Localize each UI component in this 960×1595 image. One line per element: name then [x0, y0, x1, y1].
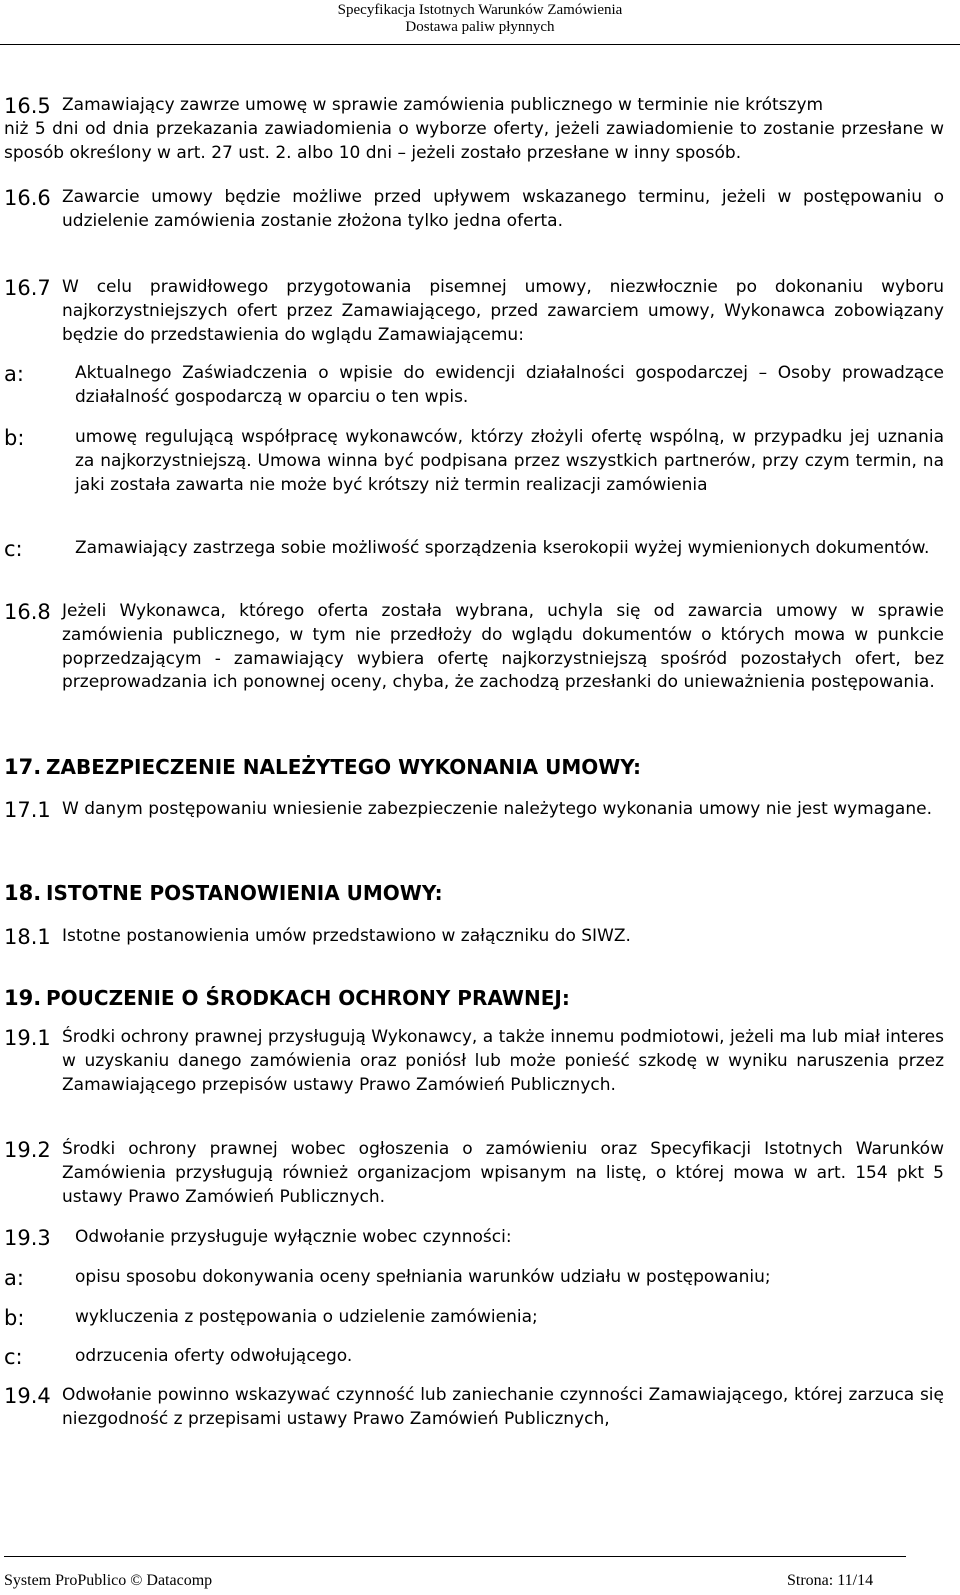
section-number: 19.3 — [4, 1226, 51, 1250]
header-subtitle: Dostawa paliw płynnych — [405, 19, 555, 35]
section-number: 16.6 — [4, 186, 51, 210]
section-number: 16.7 — [4, 276, 51, 300]
footer-page-number: Strona: 11/14 — [787, 1572, 874, 1589]
item-text: Aktualnego Zaświadczenia o wpisie do ewidencji działalności gospodarczej – Osoby prowadzące działalność gospodarczą w oparciu o ten wpis. — [75, 363, 944, 407]
item-letter: c: — [4, 537, 23, 561]
section-text: Środki ochrony prawnej przysługują Wykonawcy, a także innemu podmiotowi, jeżeli ma lub miał interes w uzyskaniu danego zamówienia oraz poniósł lub może ponieść szkodę w wyniku naruszenia przez Zamawiającego przepisów ustawy Prawo Zamówień Publicznych. — [62, 1027, 944, 1095]
footer-system-name: System ProPublico © Datacomp — [4, 1572, 213, 1589]
section-number: 19.1 — [4, 1026, 51, 1050]
item-text: umowę regulującą współpracę wykonawców, którzy złożyli ofertę wspólną, w przypadku jej uznania za najkorzystniejszą. Umowa winna być podpisana przez wszystkich partnerów, przy czym termin, na jaki została zawarta nie może być krótszy niż termin realizacji zamówienia — [75, 427, 944, 495]
header-divider — [0, 44, 960, 45]
section-text: Zawarcie umowy będzie możliwe przed upływem wskazanego terminu, jeżeli w postępowaniu o udzielenie zamówienia zostanie złożona tylko jedna oferta. — [62, 187, 944, 231]
section-text-first-line: Zamawiający zawrze umowę w sprawie zamówienia publicznego w terminie nie krótszym — [62, 95, 824, 115]
item-letter: c: — [4, 1345, 23, 1369]
item-text: Zamawiający zastrzega sobie możliwość sporządzenia kserokopii wyżej wymienionych dokumentów. — [75, 538, 930, 558]
heading-number: 19. — [4, 986, 42, 1010]
item-letter: a: — [4, 362, 24, 386]
document-header — [0, 2, 960, 36]
section-number: 19.2 — [4, 1138, 51, 1162]
section-text: niż 5 dni od dnia przekazania zawiadomienia o wyborze oferty, jeżeli zawiadomienie to zostanie przesłane w sposób określony w art. 27 ust. 2. albo 10 dni – jeżeli zostało przesłane w inny sposób. — [4, 119, 944, 163]
footer-divider — [4, 1556, 906, 1557]
section-number: 19.4 — [4, 1384, 51, 1408]
section-text: Odwołanie przysługuje wyłącznie wobec czynności: — [75, 1227, 512, 1247]
section-text: Odwołanie powinno wskazywać czynność lub zaniechanie czynności Zamawiającego, której zarzuca się niezgodność z przepisami ustawy Prawo Zamówień Publicznych, — [62, 1385, 944, 1429]
section-text: Środki ochrony prawnej wobec ogłoszenia o zamówieniu oraz Specyfikacji Istotnych Warunków Zamówienia przysługują również organizacjom wpisanym na listę, o której mowa w art. 154 pkt 5 ustawy Prawo Zamówień Publicznych. — [62, 1139, 944, 1207]
heading-number: 17. — [4, 755, 42, 779]
section-text: Istotne postanowienia umów przedstawiono w załączniku do SIWZ. — [62, 926, 631, 946]
heading-title: ISTOTNE POSTANOWIENIA UMOWY: — [46, 881, 443, 905]
section-text: W danym postępowaniu wniesienie zabezpieczenie należytego wykonania umowy nie jest wymagane. — [62, 799, 932, 819]
item-text: odrzucenia oferty odwołującego. — [75, 1346, 353, 1366]
heading-number: 18. — [4, 881, 42, 905]
header-title: Specyfikacja Istotnych Warunków Zamówienia — [337, 2, 623, 18]
heading-title: ZABEZPIECZENIE NALEŻYTEGO WYKONANIA UMOWY: — [46, 755, 642, 779]
item-letter: a: — [4, 1266, 24, 1290]
section-number: 17.1 — [4, 798, 51, 822]
section-text: Jeżeli Wykonawca, którego oferta została wybrana, uchyla się od zawarcia umowy w sprawie zamówienia publicznego, w tym nie przedłoży do wglądu dokumentów o których mowa w punkcie poprzedzającym - zamawiający wybiera ofertę najkorzystniejszą spośród pozostałych ofert, bez przeprowadzania ich ponownej oceny, chyba, że zachodzą przesłanki do unieważnienia postępowania. — [62, 601, 944, 693]
item-text: opisu sposobu dokonywania oceny spełniania warunków udziału w postępowaniu; — [75, 1267, 771, 1287]
item-letter: b: — [4, 1306, 25, 1330]
section-number: 16.8 — [4, 600, 51, 624]
item-letter: b: — [4, 426, 25, 450]
section-number: 16.5 — [4, 94, 51, 118]
item-text: wykluczenia z postępowania o udzielenie zamówienia; — [75, 1307, 538, 1327]
section-number: 18.1 — [4, 925, 51, 949]
section-text: W celu prawidłowego przygotowania pisemnej umowy, niezwłocznie po dokonaniu wyboru najkorzystniejszych ofert przez Zamawiającego, przed zawarciem umowy, Wykonawca zobowiązany będzie do przedstawienia do wglądu Zamawiającemu: — [62, 277, 944, 345]
heading-title: POUCZENIE O ŚRODKACH OCHRONY PRAWNEJ: — [46, 986, 570, 1010]
